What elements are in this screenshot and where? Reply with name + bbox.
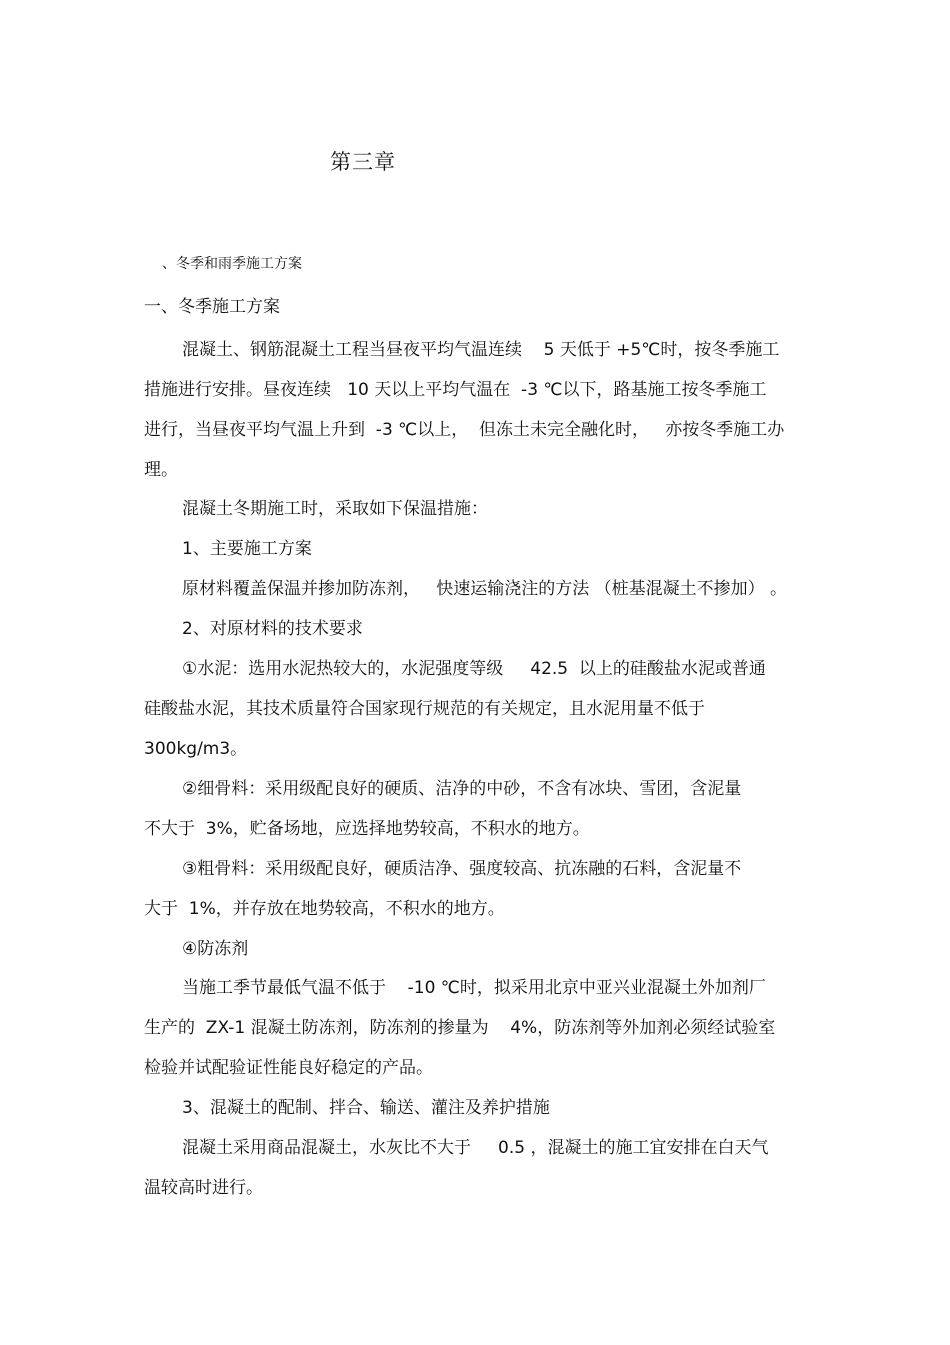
paragraph-line: 温较高时进行。 <box>144 1178 263 1198</box>
paragraph-line: 混凝土冬期施工时，采取如下保温措施： <box>182 499 488 519</box>
paragraph-line: 硅酸盐水泥，其技术质量符合国家现行规范的有关规定，且水泥用量不低于 <box>144 699 705 719</box>
paragraph-line: ②细骨料：采用级配良好的硬质、洁净的中砂，不含有冰块、雪团，含泥量 <box>182 779 742 799</box>
paragraph-line: 300kg/m3。 <box>144 739 248 759</box>
paragraph-line: 措施进行安排。昼夜连续 10 天以上平均气温在 -3 ℃以下，路基施工按冬季施工 <box>144 380 767 400</box>
paragraph-line: 检验并试配验证性能良好稳定的产品。 <box>144 1058 433 1078</box>
subsection-heading: 1、主要施工方案 <box>182 539 312 559</box>
paragraph-line: 进行，当昼夜平均气温上升到 -3 ℃以上， 但冻土未完全融化时， 亦按冬季施工办 <box>144 420 785 440</box>
paragraph-line: 理。 <box>144 460 178 480</box>
section-subtitle: 、冬季和雨季施工方案 <box>162 256 302 272</box>
subsection-heading: 3、混凝土的配制、拌合、输送、灌注及养护措施 <box>182 1098 550 1118</box>
paragraph-line: 当施工季节最低气温不低于 -10 ℃时，拟采用北京中亚兴业混凝土外加剂厂 <box>182 978 766 998</box>
section-heading: 一、冬季施工方案 <box>144 297 280 317</box>
paragraph-line: ①水泥：选用水泥热较大的，水泥强度等级 42.5 以上的硅酸盐水泥或普通 <box>182 659 766 679</box>
paragraph-line: 生产的 ZX-1 混凝土防冻剂，防冻剂的掺量为 4%，防冻剂等外加剂必须经试验室 <box>144 1018 776 1038</box>
paragraph-line: 混凝土、钢筋混凝土工程当昼夜平均气温连续 5 天低于 +5℃时，按冬季施工 <box>182 340 780 360</box>
paragraph-line: 大于 1%，并存放在地势较高，不积水的地方。 <box>144 899 505 919</box>
paragraph-line: 不大于 3%，贮备场地，应选择地势较高，不积水的地方。 <box>144 819 590 839</box>
paragraph-line: ④防冻剂 <box>182 939 249 959</box>
paragraph-line: ③粗骨料：采用级配良好，硬质洁净、强度较高、抗冻融的石料，含泥量不 <box>182 859 742 879</box>
subsection-heading: 2、对原材料的技术要求 <box>182 619 363 639</box>
chapter-title: 第三章 <box>330 150 396 174</box>
paragraph-line: 混凝土采用商品混凝土，水灰比不大于 0.5 ，混凝土的施工宜安排在白天气 <box>182 1138 769 1158</box>
paragraph-line: 原材料覆盖保温并掺加防冻剂， 快速运输浇注的方法 （桩基混凝土不掺加） 。 <box>182 579 788 599</box>
